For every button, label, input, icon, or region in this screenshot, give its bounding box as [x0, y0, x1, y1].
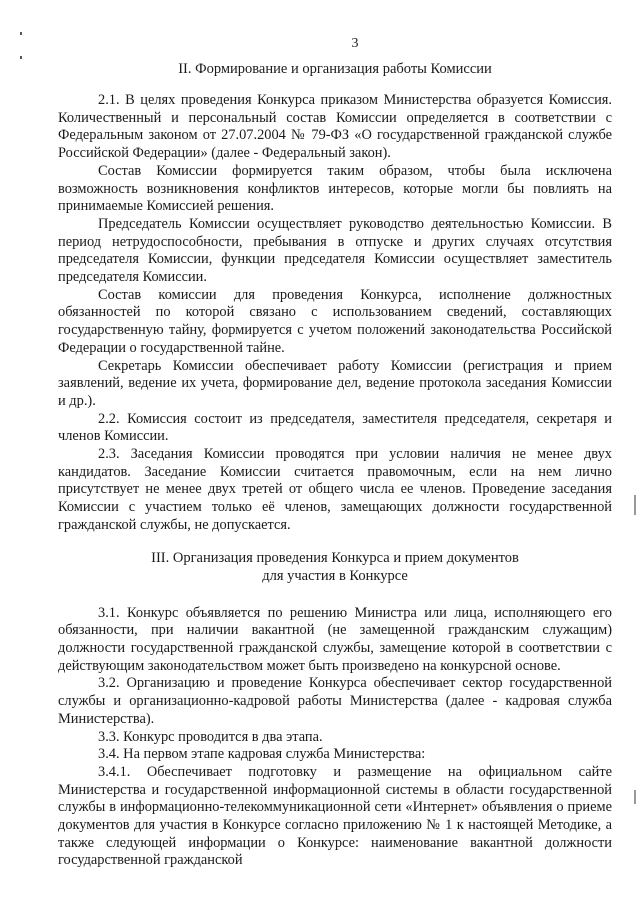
- paragraph-3-3: 3.3. Конкурс проводится в два этапа.: [98, 728, 323, 745]
- paragraph-state-secret: Состав комиссии для проведения Конкурса, исполнение должностных обязанностей по которой связано с использованием сведений, составляющих государственную тайну, формируется с учетом положений законодательства Российской Федерации о государственной тайне.: [58, 286, 612, 356]
- section-3-title-line-1: III. Организация проведения Конкурса и прием документов: [151, 549, 519, 566]
- scan-edge-mark: [634, 790, 636, 804]
- paragraph-3-1: 3.1. Конкурс объявляется по решению Министра или лица, исполняющего его обязанности, при наличии вакантной (не замещенной гражданским служащим) должности государственной гражданской службы, замещение которой в соответствии с действующим законодательством может быть произведено на конкурсной основе.: [58, 604, 612, 674]
- paragraph-secretary: Секретарь Комиссии обеспечивает работу Комиссии (регистрация и прием заявлений, ведение их учета, формирование дел, ведение протокола заседания Комиссии и др.).: [58, 357, 612, 409]
- page-number: 3: [351, 36, 359, 51]
- scan-mark: [20, 32, 22, 35]
- paragraph-3-4-1: 3.4.1. Обеспечивает подготовку и размещение на официальном сайте Министерства и государственной информационной системы в области государственной службы в информационно-телекоммуникационной сети «Интернет» объявления о приеме документов для участия в Конкурсе согласно приложению № 1 к настоящей Методике, а также следующей информации о Конкурсе: наименование вакантной должности государственной гражданской: [58, 763, 612, 869]
- paragraph-3-2: 3.2. Организацию и проведение Конкурса обеспечивает сектор государственной службы и организационно-кадровой работы Министерства (далее - кадровая служба Министерства).: [58, 675, 612, 727]
- paragraph-3-4: 3.4. На первом этапе кадровая служба Министерства:: [98, 746, 426, 763]
- section-3-title-line-2: для участия в Конкурсе: [262, 567, 408, 584]
- paragraph-2-3: 2.3. Заседания Комиссии проводятся при условии наличия не менее двух кандидатов. Заседание Комиссии считается правомочным, если на нем лично присутствует не менее двух третей от общего числа ее членов. Проведение заседания Комиссии с участием только её членов, замещающих должности государственной гражданской службы, не допускается.: [58, 446, 612, 533]
- section-2-title: II. Формирование и организация работы Комиссии: [178, 61, 492, 77]
- section-3-title: [58, 549, 612, 585]
- scan-edge-mark: [634, 495, 636, 515]
- paragraph-2-1: 2.1. В целях проведения Конкурса приказом Министерства образуется Комиссия. Количественный и персональный состав Комиссии определяется в соответствии с Федеральным законом от 27.07.2004 № 79-ФЗ «О государственной гражданской службе Российской Федерации» (далее - Федеральный закон).: [58, 92, 612, 162]
- paragraph-commission-composition: Состав Комиссии формируется таким образом, чтобы была исключена возможность возникновения конфликтов интересов, которые могли бы повлиять на принимаемые Комиссией решения.: [58, 162, 612, 215]
- paragraph-2-2: 2.2. Комиссия состоит из председателя, заместителя председателя, секретаря и членов Комиссии.: [58, 410, 612, 445]
- paragraph-chairman: Председатель Комиссии осуществляет руководство деятельностью Комиссии. В период нетрудоспособности, пребывания в отпуске и других случаях отсутствия председателя Комиссии, функции председателя Комиссии осуществляет заместитель председателя Комиссии.: [58, 215, 612, 286]
- scan-mark: [20, 56, 22, 59]
